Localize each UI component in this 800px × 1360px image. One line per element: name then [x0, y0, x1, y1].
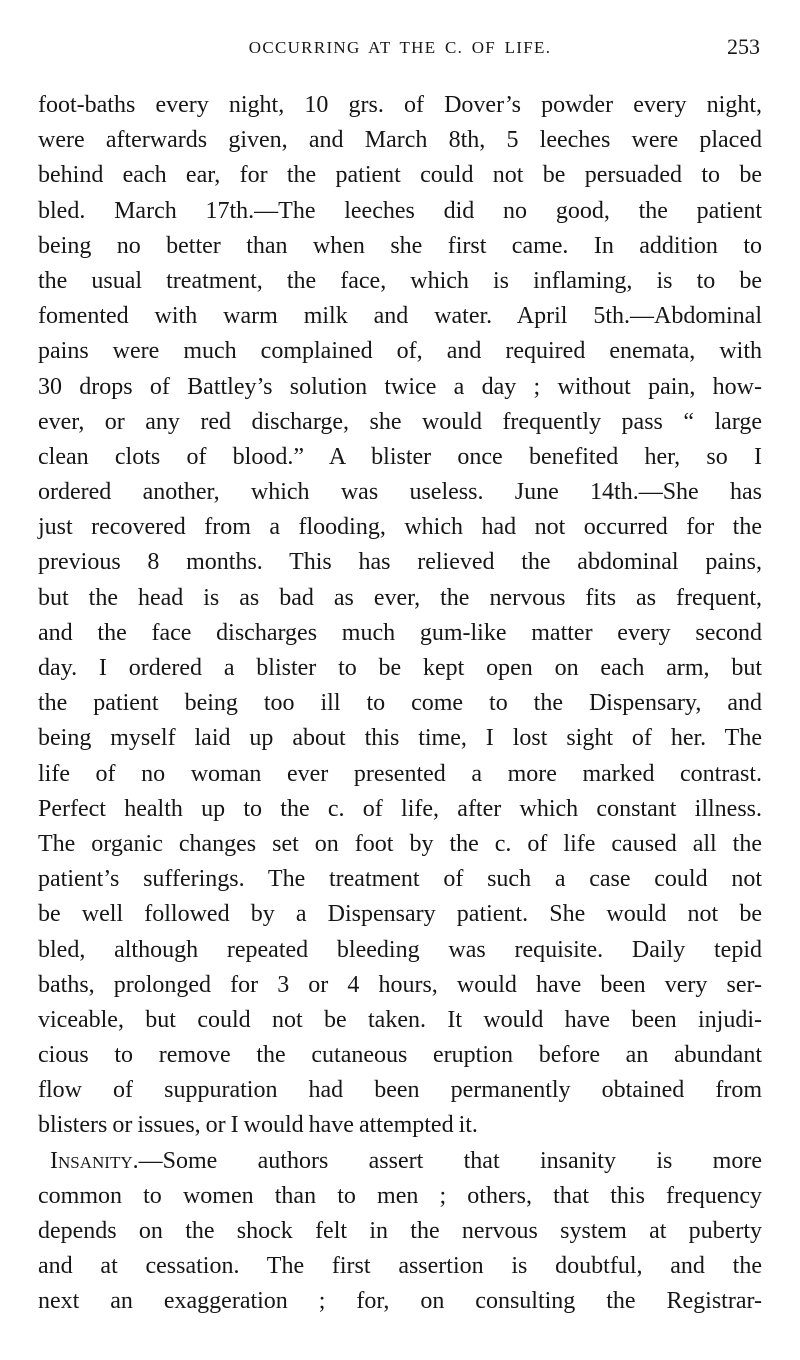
text-line: behind each ear, for the patient could not be persuaded to be: [38, 162, 762, 189]
text-line: [38, 1144, 762, 1179]
text-line: bled, although repeated bleeding was requisite. Daily tepid: [38, 936, 762, 963]
text-line: The organic changes set on foot by the c. of life caused all the: [38, 830, 762, 857]
text-line: ever, or any red discharge, she would frequently pass “ large: [38, 408, 762, 435]
text-line: be well followed by a Dispensary patient. She would not be: [38, 901, 762, 928]
text-line: blisters or issues, or I would have attempted it.: [38, 1112, 478, 1139]
body-text: [38, 88, 762, 1320]
text-line: pains were much complained of, and required enemata, with: [38, 338, 762, 365]
text-line: bled. March 17th.—The leeches did no good, the patient: [38, 197, 762, 224]
text-line: foot-baths every night, 10 grs. of Dover’s powder every night,: [38, 92, 762, 118]
text-line: were afterwards given, and March 8th, 5 leeches were placed: [38, 127, 762, 154]
section-heading: Insanity.: [50, 1147, 139, 1174]
text-line: but the head is as bad as ever, the nervous fits as frequent,: [38, 584, 762, 611]
text-line: previous 8 months. This has relieved the abdominal pains,: [38, 549, 762, 576]
page-number: 253: [727, 34, 760, 59]
paragraph-insanity: [38, 1144, 762, 1320]
paragraph-case-continuation: [38, 88, 762, 1144]
text-line: common to women than to men ; others, that this frequency: [38, 1182, 762, 1209]
text-line: Perfect health up to the c. of life, after which constant illness.: [38, 795, 762, 822]
text-line: being myself laid up about this time, I lost sight of her. The: [38, 725, 762, 752]
text-run: —Some authors assert that insanity is more: [138, 1147, 762, 1174]
text-line: ordered another, which was useless. June 14th.—She has: [38, 479, 762, 506]
text-line: depends on the shock felt in the nervous system at puberty: [38, 1218, 762, 1244]
text-line: fomented with warm milk and water. April 5th.—Abdominal: [38, 303, 762, 330]
text-line: clean clots of blood.” A blister once benefited her, so I: [38, 443, 762, 470]
text-line: being no better than when she first came. In addition to: [38, 232, 762, 259]
text-line: the patient being too ill to come to the Dispensary, and: [38, 690, 762, 717]
text-line: 30 drops of Battley’s solution twice a day ; without pain, how-: [38, 373, 762, 400]
running-title: OCCURRING AT THE C. OF LIFE.: [248, 38, 552, 57]
text-line: just recovered from a flooding, which had not occurred for the: [38, 514, 762, 541]
text-line: the usual treatment, the face, which is inflaming, is to be: [38, 267, 762, 294]
text-line: and at cessation. The first assertion is doubtful, and the: [38, 1253, 762, 1280]
text-line: patient’s sufferings. The treatment of such a case could not: [38, 866, 762, 893]
text-line: cious to remove the cutaneous eruption before an abundant: [38, 1042, 762, 1069]
text-line: next an exaggeration ; for, on consulting the Registrar-: [38, 1288, 762, 1315]
text-line: baths, prolonged for 3 or 4 hours, would have been very ser-: [38, 971, 762, 998]
text-line: life of no woman ever presented a more marked contrast.: [38, 760, 762, 787]
text-line: viceable, but could not be taken. It would have been injudi-: [38, 1006, 762, 1033]
running-head: [40, 34, 760, 62]
text-line: day. I ordered a blister to be kept open on each arm, but: [38, 655, 762, 681]
text-line: flow of suppuration had been permanently obtained from: [38, 1077, 762, 1104]
text-line: and the face discharges much gum-like matter every second: [38, 619, 762, 646]
